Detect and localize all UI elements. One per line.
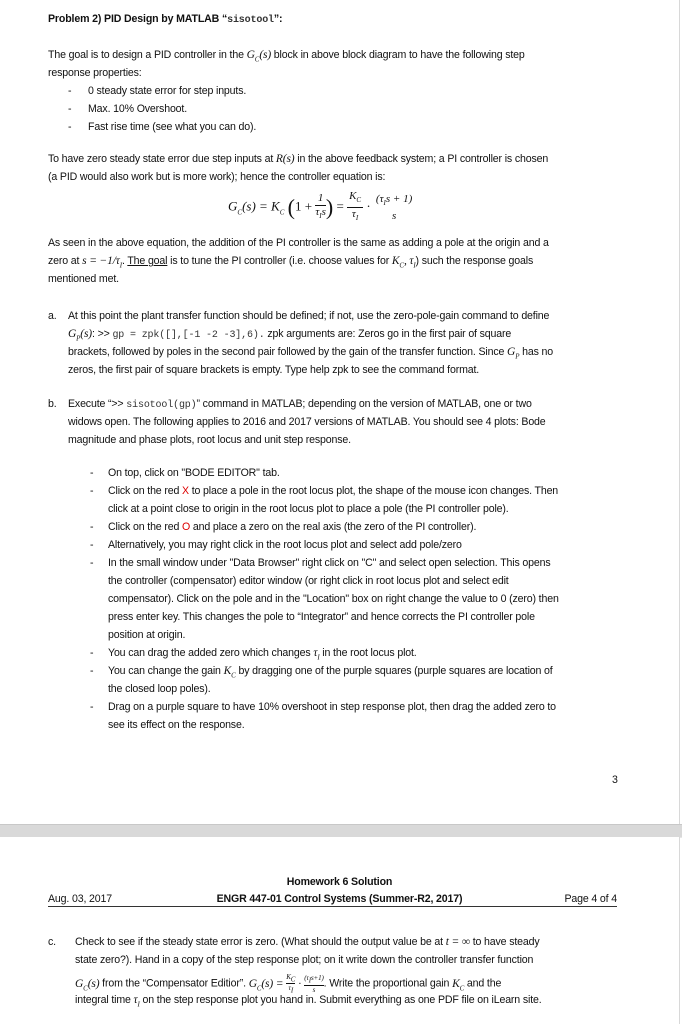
list-dash: - bbox=[90, 467, 94, 479]
step-line: Drag on a purple square to have 10% overshoot in step response plot, then drag the added zero to bbox=[108, 701, 556, 713]
header-course: ENGR 447-01 Control Systems (Summer-R2, 2017) bbox=[216, 893, 463, 905]
item-b-line: widows open. The following applies to 2016 and 2017 versions of MATLAB. You should see 4 plots: Bode bbox=[68, 416, 546, 428]
document-page-4 bbox=[0, 837, 680, 1024]
list-dash: - bbox=[90, 485, 94, 497]
step-line: the controller (compensator) editor window (or right click in root locus plot and select edit bbox=[108, 575, 509, 587]
item-a-line: $G_P(s)$: >> gp = zpk([],[-1 -2 -3],6). zpk arguments are: Zeros go in the first pair of square bbox=[68, 328, 512, 343]
step-line: You can drag the added zero which changes $\tau_I$ in the root locus plot. bbox=[108, 647, 417, 662]
header-date: Aug. 03, 2017 bbox=[48, 893, 113, 905]
intro-line: The goal is to design a PID controller in the $G_C(s)$ block in above block diagram to have the following step bbox=[48, 49, 525, 64]
item-c-label: c. bbox=[48, 936, 56, 948]
item-b-line: Execute “>> sisotool(gp)” command in MATLAB; depending on the version of MATLAB, one or two bbox=[68, 398, 532, 411]
item-c-line: Check to see if the steady state error is zero. (What should the output value be at t = ∞ to have steady bbox=[75, 936, 540, 948]
header-page: Page 4 of 4 bbox=[564, 893, 617, 905]
item-b-line: magnitude and phase plots, root locus and unit step response. bbox=[68, 434, 351, 446]
list-dash: - bbox=[90, 647, 94, 659]
item-a-label: a. bbox=[48, 310, 57, 322]
list-dash: - bbox=[90, 521, 94, 533]
list-dash: - bbox=[68, 103, 72, 115]
step-line: compensator). Click on the pole and in the "Location" box on right change the value to 0 (zero) then bbox=[108, 593, 559, 605]
list-dash: - bbox=[90, 539, 94, 551]
step-line: press enter key. This changes the pole to “Integrator” and hence corrects the PI controller pole bbox=[108, 611, 535, 623]
explanation-line: As seen in the above equation, the addition of the PI controller is the same as adding a pole at the origin and a bbox=[48, 237, 549, 249]
header-title: Homework 6 Solution bbox=[286, 876, 393, 888]
item-a-line: brackets, followed by poles in the second pair followed by the gain of the transfer function. Since $G_P$ has no bbox=[68, 346, 554, 361]
list-dash: - bbox=[90, 701, 94, 713]
explanation-line: zero at $s = -1/\tau_I$. The goal is to tune the PI controller (i.e. choose values for $K_C$, $\tau_I$) such the response goals bbox=[48, 255, 534, 270]
step-line: In the small window under "Data Browser" right click on "C" and select open selection. This opens bbox=[108, 557, 551, 569]
item-c-line: state zero?). Hand in a copy of the step response plot; on it write down the controller transfer function bbox=[75, 954, 534, 966]
goal-item: Fast rise time (see what you can do). bbox=[88, 121, 257, 133]
list-dash: - bbox=[90, 665, 94, 677]
item-b-label: b. bbox=[48, 398, 57, 410]
step-line: Click on the red O and place a zero on the real axis (the zero of the PI controller). bbox=[108, 521, 477, 533]
step-line: click at a point close to origin in the root locus plot to place a pole (the PI controller pole). bbox=[108, 503, 509, 515]
list-dash: - bbox=[90, 557, 94, 569]
goal-item: 0 steady state error for step inputs. bbox=[88, 85, 247, 97]
pi-controller-equation: $G_C(s) = K_C$ (1 + $\frac{1}{\tau_Is}$ ) = $\frac{K_C}{\tau_I}$ · $(\tau_Is + 1)$ s bbox=[228, 190, 413, 223]
step-line: see its effect on the response. bbox=[108, 719, 245, 731]
goal-item: Max. 10% Overshoot. bbox=[88, 103, 188, 115]
item-c-line: integral time $\tau_I$ on the step response plot you hand in. Submit everything as one PDF file on iLearn site. bbox=[75, 994, 542, 1009]
page-separator bbox=[0, 824, 682, 838]
page-number: 3 bbox=[612, 774, 618, 786]
pi-paragraph-line: (a PID would also work but is more work); hence the controller equation is: bbox=[48, 171, 386, 183]
item-c-line: $G_C(s)$ from the “Compensator Editior”. $G_C(s)$ = $\frac{K_C}{\tau_I}$ · $(\tau_Is+1)$ s . Write the proportional gain $K_C$ and the bbox=[75, 973, 502, 995]
step-line: Alternatively, you may right click in the root locus plot and select add pole/zero bbox=[108, 539, 462, 551]
pi-paragraph-line: To have zero steady state error due step inputs at R(s) in the above feedback system; a PI controller is chosen bbox=[48, 153, 549, 165]
item-a-line: At this point the plant transfer function should be defined; if not, use the zero-pole-gain command to define bbox=[68, 310, 550, 322]
step-line: position at origin. bbox=[108, 629, 186, 641]
header-rule bbox=[48, 906, 617, 907]
step-line: the closed loop poles). bbox=[108, 683, 211, 695]
intro-line: response properties: bbox=[48, 67, 142, 79]
list-dash: - bbox=[68, 85, 72, 97]
step-line: You can change the gain $K_C$ by dragging one of the purple squares (purple squares are location of bbox=[108, 665, 553, 680]
problem-title: Problem 2) PID Design by MATLAB “sisotool”: bbox=[48, 13, 283, 26]
list-dash: - bbox=[68, 121, 72, 133]
step-line: Click on the red X to place a pole in the root locus plot, the shape of the mouse icon changes. Then bbox=[108, 485, 559, 497]
step-line: On top, click on "BODE EDITOR" tab. bbox=[108, 467, 280, 479]
explanation-line: mentioned met. bbox=[48, 273, 119, 285]
item-a-line: zeros, the first pair of square brackets is empty. Type help zpk to see the command format. bbox=[68, 364, 480, 376]
